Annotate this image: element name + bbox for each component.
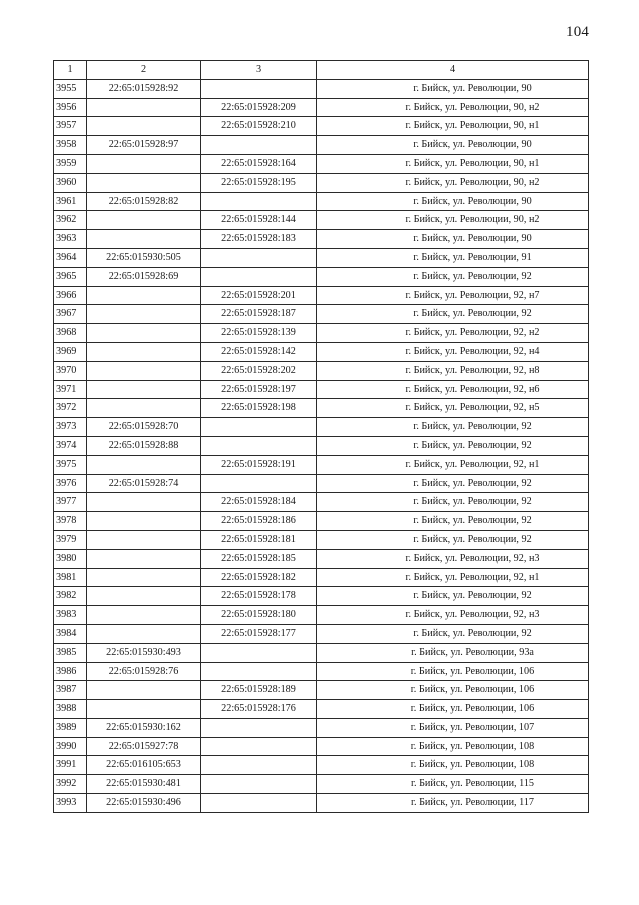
row-number-cell: 3981 [54, 568, 87, 587]
table-row [54, 192, 589, 211]
address-cell: г. Бийск, ул. Революции, 92, н2 [317, 324, 589, 343]
cadastral-number-cell: 22:65:015928:92 [87, 79, 201, 98]
table-header-row [54, 61, 589, 80]
cadastral-number-cell: 22:65:015930:505 [87, 248, 201, 267]
address-cell: г. Бийск, ул. Революции, 93а [317, 643, 589, 662]
premises-cadastral-cell [201, 136, 317, 155]
table-row [54, 737, 589, 756]
cadastral-number-cell: 22:65:015930:162 [87, 718, 201, 737]
row-number-cell: 3974 [54, 436, 87, 455]
table-row [54, 549, 589, 568]
table-row [54, 305, 589, 324]
row-number-cell: 3993 [54, 794, 87, 813]
address-cell: г. Бийск, ул. Революции, 92, н4 [317, 342, 589, 361]
premises-cadastral-cell: 22:65:015928:178 [201, 587, 317, 606]
premises-cadastral-cell: 22:65:015928:186 [201, 512, 317, 531]
cadastral-number-cell: 22:65:016105:653 [87, 756, 201, 775]
address-cell: г. Бийск, ул. Революции, 90 [317, 230, 589, 249]
cadastral-number-cell [87, 173, 201, 192]
cadastral-number-cell [87, 230, 201, 249]
cadastral-number-cell [87, 568, 201, 587]
address-cell: г. Бийск, ул. Революции, 92 [317, 305, 589, 324]
cadastral-number-cell [87, 211, 201, 230]
cadastral-number-cell [87, 493, 201, 512]
cadastral-number-cell [87, 455, 201, 474]
address-cell: г. Бийск, ул. Революции, 92 [317, 474, 589, 493]
cadastral-number-cell [87, 117, 201, 136]
cadastral-number-cell: 22:65:015930:493 [87, 643, 201, 662]
table-row [54, 775, 589, 794]
table-row [54, 624, 589, 643]
address-cell: г. Бийск, ул. Революции, 106 [317, 700, 589, 719]
premises-cadastral-cell: 22:65:015928:144 [201, 211, 317, 230]
row-number-cell: 3957 [54, 117, 87, 136]
table-row [54, 794, 589, 813]
premises-cadastral-cell: 22:65:015928:181 [201, 530, 317, 549]
cadastral-number-cell [87, 98, 201, 117]
address-cell: г. Бийск, ул. Революции, 92 [317, 512, 589, 531]
premises-cadastral-cell [201, 643, 317, 662]
row-number-cell: 3973 [54, 418, 87, 437]
premises-cadastral-cell: 22:65:015928:195 [201, 173, 317, 192]
column-header-4: 4 [317, 61, 589, 80]
table-row [54, 756, 589, 775]
premises-cadastral-cell [201, 718, 317, 737]
address-cell: г. Бийск, ул. Революции, 90 [317, 136, 589, 155]
premises-cadastral-cell: 22:65:015928:210 [201, 117, 317, 136]
cadastral-number-cell [87, 154, 201, 173]
cadastral-number-cell: 22:65:015928:97 [87, 136, 201, 155]
address-cell: г. Бийск, ул. Революции, 92 [317, 493, 589, 512]
premises-cadastral-cell: 22:65:015928:202 [201, 361, 317, 380]
cadastral-number-cell [87, 587, 201, 606]
table-row [54, 267, 589, 286]
row-number-cell: 3975 [54, 455, 87, 474]
table-row [54, 98, 589, 117]
cadastral-number-cell [87, 399, 201, 418]
row-number-cell: 3984 [54, 624, 87, 643]
column-header-2: 2 [87, 61, 201, 80]
address-cell: г. Бийск, ул. Революции, 90, н2 [317, 211, 589, 230]
row-number-cell: 3989 [54, 718, 87, 737]
premises-cadastral-cell [201, 79, 317, 98]
row-number-cell: 3958 [54, 136, 87, 155]
cadastral-number-cell [87, 305, 201, 324]
cadastral-number-cell [87, 380, 201, 399]
table-row [54, 530, 589, 549]
row-number-cell: 3963 [54, 230, 87, 249]
row-number-cell: 3991 [54, 756, 87, 775]
row-number-cell: 3955 [54, 79, 87, 98]
address-cell: г. Бийск, ул. Революции, 92 [317, 267, 589, 286]
address-cell: г. Бийск, ул. Революции, 90, н1 [317, 117, 589, 136]
address-cell: г. Бийск, ул. Революции, 108 [317, 737, 589, 756]
cadastral-number-cell [87, 342, 201, 361]
premises-cadastral-cell: 22:65:015928:201 [201, 286, 317, 305]
table-row [54, 399, 589, 418]
address-cell: г. Бийск, ул. Революции, 92, н3 [317, 549, 589, 568]
address-cell: г. Бийск, ул. Революции, 106 [317, 681, 589, 700]
table-row [54, 211, 589, 230]
row-number-cell: 3968 [54, 324, 87, 343]
premises-cadastral-cell: 22:65:015928:164 [201, 154, 317, 173]
premises-cadastral-cell: 22:65:015928:198 [201, 399, 317, 418]
table-row [54, 248, 589, 267]
row-number-cell: 3960 [54, 173, 87, 192]
row-number-cell: 3967 [54, 305, 87, 324]
row-number-cell: 3970 [54, 361, 87, 380]
row-number-cell: 3990 [54, 737, 87, 756]
registry-table [53, 60, 589, 813]
address-cell: г. Бийск, ул. Революции, 115 [317, 775, 589, 794]
row-number-cell: 3972 [54, 399, 87, 418]
table-row [54, 700, 589, 719]
row-number-cell: 3985 [54, 643, 87, 662]
cadastral-number-cell: 22:65:015928:88 [87, 436, 201, 455]
premises-cadastral-cell: 22:65:015928:185 [201, 549, 317, 568]
address-cell: г. Бийск, ул. Революции, 92, н7 [317, 286, 589, 305]
premises-cadastral-cell: 22:65:015928:180 [201, 606, 317, 625]
premises-cadastral-cell: 22:65:015928:183 [201, 230, 317, 249]
row-number-cell: 3977 [54, 493, 87, 512]
cadastral-number-cell: 22:65:015930:496 [87, 794, 201, 813]
column-header-1: 1 [54, 61, 87, 80]
premises-cadastral-cell: 22:65:015928:209 [201, 98, 317, 117]
address-cell: г. Бийск, ул. Революции, 92, н1 [317, 455, 589, 474]
address-cell: г. Бийск, ул. Революции, 90, н1 [317, 154, 589, 173]
address-cell: г. Бийск, ул. Революции, 107 [317, 718, 589, 737]
table-row [54, 380, 589, 399]
address-cell: г. Бийск, ул. Революции, 90 [317, 192, 589, 211]
table-row [54, 512, 589, 531]
premises-cadastral-cell [201, 248, 317, 267]
table-row [54, 436, 589, 455]
row-number-cell: 3979 [54, 530, 87, 549]
table-row [54, 455, 589, 474]
table-row [54, 173, 589, 192]
premises-cadastral-cell [201, 756, 317, 775]
address-cell: г. Бийск, ул. Революции, 92 [317, 587, 589, 606]
table-row [54, 718, 589, 737]
table-row [54, 154, 589, 173]
address-cell: г. Бийск, ул. Революции, 91 [317, 248, 589, 267]
row-number-cell: 3982 [54, 587, 87, 606]
address-cell: г. Бийск, ул. Революции, 90, н2 [317, 98, 589, 117]
address-cell: г. Бийск, ул. Революции, 92, н1 [317, 568, 589, 587]
table-row [54, 117, 589, 136]
cadastral-number-cell [87, 512, 201, 531]
address-cell: г. Бийск, ул. Революции, 92 [317, 530, 589, 549]
table-row [54, 286, 589, 305]
address-cell: г. Бийск, ул. Революции, 92 [317, 624, 589, 643]
cadastral-number-cell [87, 681, 201, 700]
table-row [54, 587, 589, 606]
address-cell: г. Бийск, ул. Революции, 117 [317, 794, 589, 813]
premises-cadastral-cell [201, 267, 317, 286]
row-number-cell: 3992 [54, 775, 87, 794]
premises-cadastral-cell [201, 662, 317, 681]
row-number-cell: 3987 [54, 681, 87, 700]
column-header-3: 3 [201, 61, 317, 80]
cadastral-number-cell: 22:65:015928:69 [87, 267, 201, 286]
page-number: 104 [566, 24, 590, 40]
row-number-cell: 3986 [54, 662, 87, 681]
premises-cadastral-cell: 22:65:015928:176 [201, 700, 317, 719]
address-cell: г. Бийск, ул. Революции, 92, н8 [317, 361, 589, 380]
premises-cadastral-cell: 22:65:015928:177 [201, 624, 317, 643]
premises-cadastral-cell: 22:65:015928:142 [201, 342, 317, 361]
premises-cadastral-cell: 22:65:015928:191 [201, 455, 317, 474]
cadastral-number-cell: 22:65:015928:70 [87, 418, 201, 437]
table-row [54, 493, 589, 512]
table-body [54, 79, 589, 812]
cadastral-number-cell [87, 700, 201, 719]
row-number-cell: 3988 [54, 700, 87, 719]
table-row [54, 662, 589, 681]
cadastral-number-cell [87, 361, 201, 380]
premises-cadastral-cell [201, 418, 317, 437]
cadastral-number-cell: 22:65:015928:76 [87, 662, 201, 681]
address-cell: г. Бийск, ул. Революции, 90 [317, 79, 589, 98]
cadastral-number-cell: 22:65:015927:78 [87, 737, 201, 756]
table-row [54, 474, 589, 493]
premises-cadastral-cell [201, 474, 317, 493]
row-number-cell: 3983 [54, 606, 87, 625]
row-number-cell: 3962 [54, 211, 87, 230]
table-row [54, 643, 589, 662]
cadastral-number-cell [87, 286, 201, 305]
table-row [54, 361, 589, 380]
row-number-cell: 3961 [54, 192, 87, 211]
cadastral-number-cell [87, 324, 201, 343]
row-number-cell: 3978 [54, 512, 87, 531]
row-number-cell: 3976 [54, 474, 87, 493]
address-cell: г. Бийск, ул. Революции, 106 [317, 662, 589, 681]
table-row [54, 230, 589, 249]
table-row [54, 136, 589, 155]
table-row [54, 418, 589, 437]
premises-cadastral-cell [201, 775, 317, 794]
address-cell: г. Бийск, ул. Революции, 92 [317, 436, 589, 455]
table-row [54, 79, 589, 98]
table-row [54, 606, 589, 625]
address-cell: г. Бийск, ул. Революции, 90, н2 [317, 173, 589, 192]
row-number-cell: 3971 [54, 380, 87, 399]
table-row [54, 324, 589, 343]
row-number-cell: 3956 [54, 98, 87, 117]
premises-cadastral-cell: 22:65:015928:139 [201, 324, 317, 343]
premises-cadastral-cell: 22:65:015928:189 [201, 681, 317, 700]
cadastral-number-cell [87, 606, 201, 625]
premises-cadastral-cell [201, 192, 317, 211]
address-cell: г. Бийск, ул. Революции, 92 [317, 418, 589, 437]
cadastral-number-cell [87, 624, 201, 643]
premises-cadastral-cell: 22:65:015928:182 [201, 568, 317, 587]
row-number-cell: 3969 [54, 342, 87, 361]
cadastral-number-cell: 22:65:015928:82 [87, 192, 201, 211]
premises-cadastral-cell: 22:65:015928:197 [201, 380, 317, 399]
address-cell: г. Бийск, ул. Революции, 92, н3 [317, 606, 589, 625]
address-cell: г. Бийск, ул. Революции, 92, н6 [317, 380, 589, 399]
registry-table-container [53, 60, 589, 813]
table-row [54, 681, 589, 700]
premises-cadastral-cell: 22:65:015928:187 [201, 305, 317, 324]
row-number-cell: 3964 [54, 248, 87, 267]
premises-cadastral-cell: 22:65:015928:184 [201, 493, 317, 512]
row-number-cell: 3966 [54, 286, 87, 305]
cadastral-number-cell [87, 549, 201, 568]
premises-cadastral-cell [201, 737, 317, 756]
table-row [54, 342, 589, 361]
cadastral-number-cell: 22:65:015928:74 [87, 474, 201, 493]
row-number-cell: 3965 [54, 267, 87, 286]
row-number-cell: 3980 [54, 549, 87, 568]
cadastral-number-cell [87, 530, 201, 549]
address-cell: г. Бийск, ул. Революции, 108 [317, 756, 589, 775]
premises-cadastral-cell [201, 794, 317, 813]
table-row [54, 568, 589, 587]
cadastral-number-cell: 22:65:015930:481 [87, 775, 201, 794]
row-number-cell: 3959 [54, 154, 87, 173]
address-cell: г. Бийск, ул. Революции, 92, н5 [317, 399, 589, 418]
premises-cadastral-cell [201, 436, 317, 455]
